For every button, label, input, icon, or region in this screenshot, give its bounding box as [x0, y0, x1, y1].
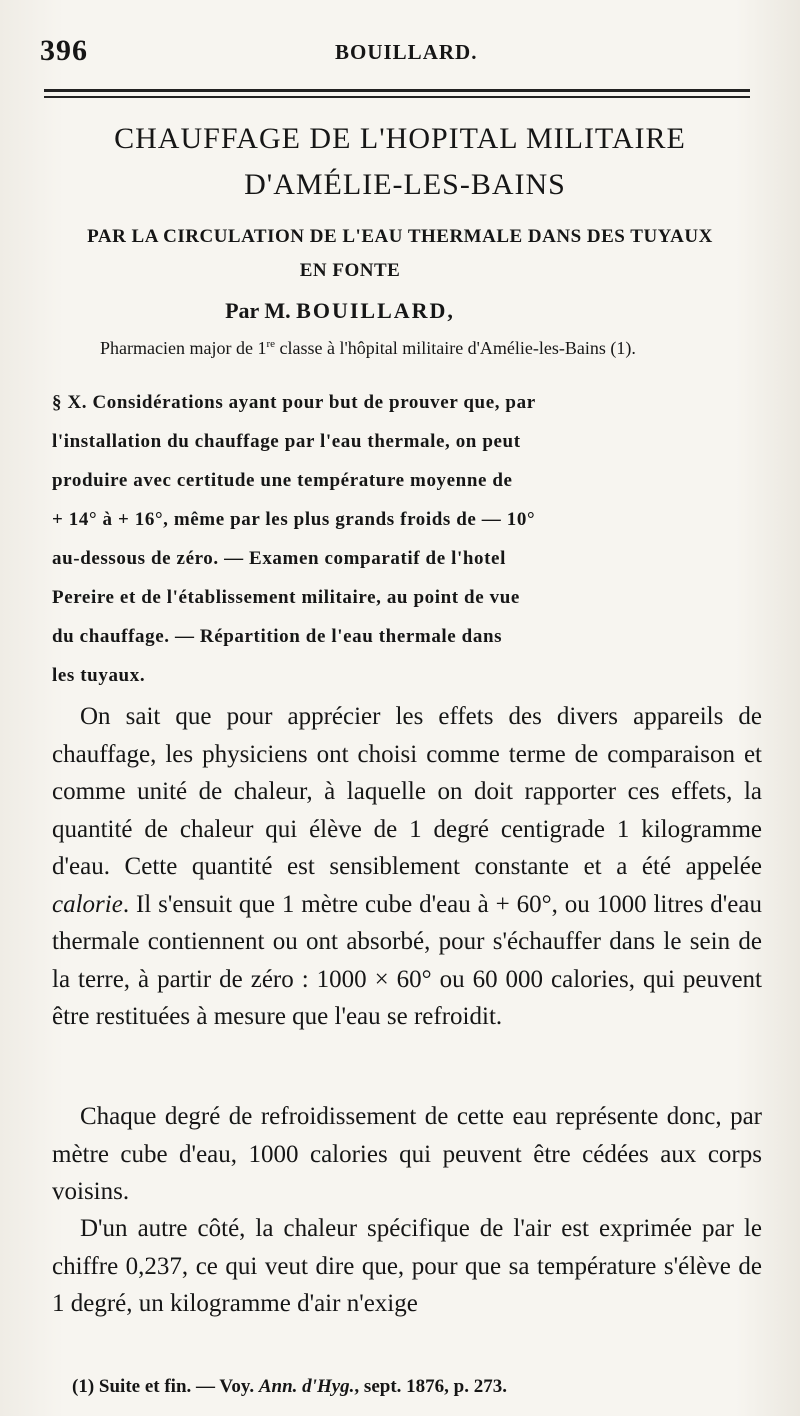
- italic-term: calorie: [52, 890, 123, 918]
- affiliation-text: Pharmacien major de 1: [100, 338, 267, 358]
- page-header: [40, 34, 760, 74]
- section-heading-line: + 14° à + 16°, même par les plus grands froids de — 10°: [52, 509, 536, 530]
- footnote-journal: Ann. d'Hyg.: [258, 1376, 355, 1397]
- article-title-line2: D'AMÉLIE-LES-BAINS: [244, 168, 566, 201]
- byline-prefix: Par M.: [225, 298, 291, 323]
- footnote: [72, 1376, 752, 1398]
- header-rule-thin: [44, 96, 750, 98]
- footnote-text: (1) Suite et fin. — Voy.: [72, 1376, 259, 1397]
- author-affiliation: [100, 338, 740, 359]
- section-heading-line: § X. Considérations ayant pour but de prouver que, par: [52, 392, 536, 413]
- paragraph-text-end: . Il s'ensuit que 1 mètre cube d'eau à + 60°, ou 1000 litres d'eau thermale contiennent ou ont absorbé, pour s'échauffer dans le sein de la terre, à partir de zéro : 1000 × 60° ou 60 000 calories, qui peuvent être restituées à mesure que l'eau se refroidit.: [52, 890, 762, 1030]
- section-heading-line: Pereire et de l'établissement militaire, au point de vue: [52, 587, 520, 608]
- section-heading-line: les tuyaux.: [52, 665, 146, 686]
- author-name: BOUILLARD,: [296, 298, 455, 323]
- body-paragraph-3: [52, 1210, 762, 1323]
- paragraph-text: Chaque degré de refroidissement de cette eau représente donc, par mètre cube d'eau, 1000 calories qui peuvent être cédées aux corps voisins.: [52, 1103, 762, 1205]
- section-heading-line: l'installation du chauffage par l'eau thermale, on peut: [52, 431, 521, 452]
- byline: [40, 298, 640, 324]
- body-paragraph-1: [52, 698, 762, 1036]
- affiliation-text-end: classe à l'hôpital militaire d'Amélie-les-Bains (1).: [275, 338, 636, 358]
- article-subtitle-line1: PAR LA CIRCULATION DE L'EAU THERMALE DANS DES TUYAUX: [87, 226, 713, 247]
- affiliation-superscript: re: [266, 338, 275, 350]
- section-heading-line: du chauffage. — Répartition de l'eau thermale dans: [52, 626, 503, 647]
- article-subtitle-line2: EN FONTE: [299, 260, 401, 281]
- paragraph-text: D'un autre côté, la chaleur spécifique de l'air est exprimée par le chiffre 0,237, ce qui veut dire que, pour que sa température s'élève de 1 degré, un kilogramme d'air n'exige: [52, 1215, 762, 1317]
- section-heading-line: au-dessous de zéro. — Examen comparatif de l'hotel: [52, 548, 506, 569]
- footnote-text-end: , sept. 1876, p. 273.: [354, 1376, 507, 1397]
- section-heading-line: produire avec certitude une température moyenne de: [52, 470, 513, 491]
- header-rule: [44, 89, 750, 92]
- page-number: 396: [40, 34, 88, 67]
- article-title-line1: CHAUFFAGE DE L'HOPITAL MILITAIRE: [114, 122, 686, 155]
- body-paragraph-2: [52, 1098, 762, 1211]
- running-head: BOUILLARD.: [335, 40, 478, 64]
- paragraph-text: On sait que pour apprécier les effets des divers appareils de chauffage, les physiciens ont choisi comme terme de comparaison et comme unité de chaleur, à laquelle on doit rapporter ces effets, la quantité de chaleur qui élève de 1 degré centigrade 1 kilogramme d'eau. Cette quantité est sensiblement constante et a été appelée: [52, 703, 762, 880]
